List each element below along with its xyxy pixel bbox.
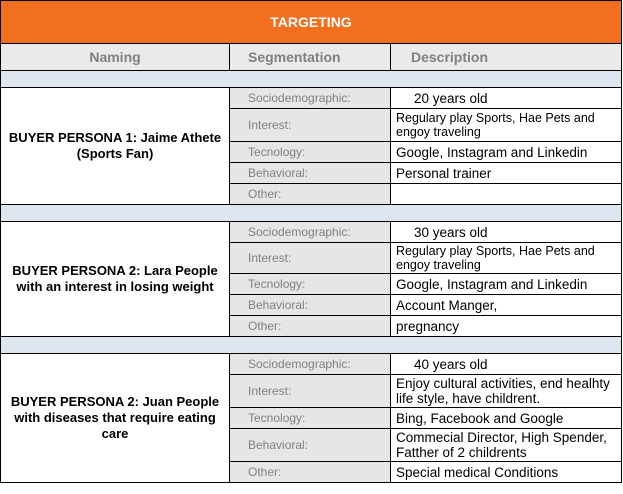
segment-value: Google, Instagram and Linkedin	[391, 274, 622, 295]
segment-value: 30 years old	[391, 222, 622, 243]
spacer-row	[1, 205, 622, 222]
header-naming: Naming	[1, 44, 230, 71]
title-row	[1, 1, 622, 44]
segment-value: 40 years old	[391, 354, 622, 375]
table-row	[1, 222, 622, 243]
persona-name: BUYER PERSONA 1: Jaime Athete (Sports Fan)	[1, 88, 230, 205]
spacer-row	[1, 71, 622, 88]
segment-label: Tecnology:	[230, 408, 391, 429]
segment-label: Interest:	[230, 243, 391, 274]
segment-label: Tecnology:	[230, 274, 391, 295]
segment-label: Other:	[230, 316, 391, 337]
segment-label: Sociodemographic:	[230, 354, 391, 375]
segment-value: 20 years old	[391, 88, 622, 109]
segment-value: Account Manger,	[391, 295, 622, 316]
table-title: TARGETING	[1, 1, 622, 44]
segment-value: Commecial Director, High Spender, Fatther of 2 childrents	[391, 429, 622, 462]
segment-value	[391, 184, 622, 205]
segment-value: Enjoy cultural activities, end healhty life style, have childrent.	[391, 375, 622, 408]
segment-value: Regulary play Sports, Hae Pets and engoy traveling	[391, 243, 622, 274]
table-row	[1, 354, 622, 375]
segment-value: Bing, Facebook and Google	[391, 408, 622, 429]
segment-label: Sociodemographic:	[230, 222, 391, 243]
header-description: Description	[391, 44, 622, 71]
segment-label: Behavioral:	[230, 163, 391, 184]
segment-label: Interest:	[230, 109, 391, 142]
segment-value: Personal trainer	[391, 163, 622, 184]
header-row	[1, 44, 622, 71]
segment-value: Google, Instagram and Linkedin	[391, 142, 622, 163]
segment-label: Behavioral:	[230, 295, 391, 316]
segment-label: Other:	[230, 462, 391, 483]
segment-value: Regulary play Sports, Hae Pets and engoy traveling	[391, 109, 622, 142]
segment-label: Sociodemographic:	[230, 88, 391, 109]
persona-name: BUYER PERSONA 2: Lara People with an interest in losing weight	[1, 222, 230, 337]
table-row	[1, 88, 622, 109]
segment-value: Special medical Conditions	[391, 462, 622, 483]
segment-label: Interest:	[230, 375, 391, 408]
spacer-row	[1, 337, 622, 354]
persona-name: BUYER PERSONA 2: Juan People with diseases that require eating care	[1, 354, 230, 483]
segment-value: pregnancy	[391, 316, 622, 337]
segment-label: Tecnology:	[230, 142, 391, 163]
segment-label: Behavioral:	[230, 429, 391, 462]
segment-label: Other:	[230, 184, 391, 205]
header-segmentation: Segmentation	[230, 44, 391, 71]
